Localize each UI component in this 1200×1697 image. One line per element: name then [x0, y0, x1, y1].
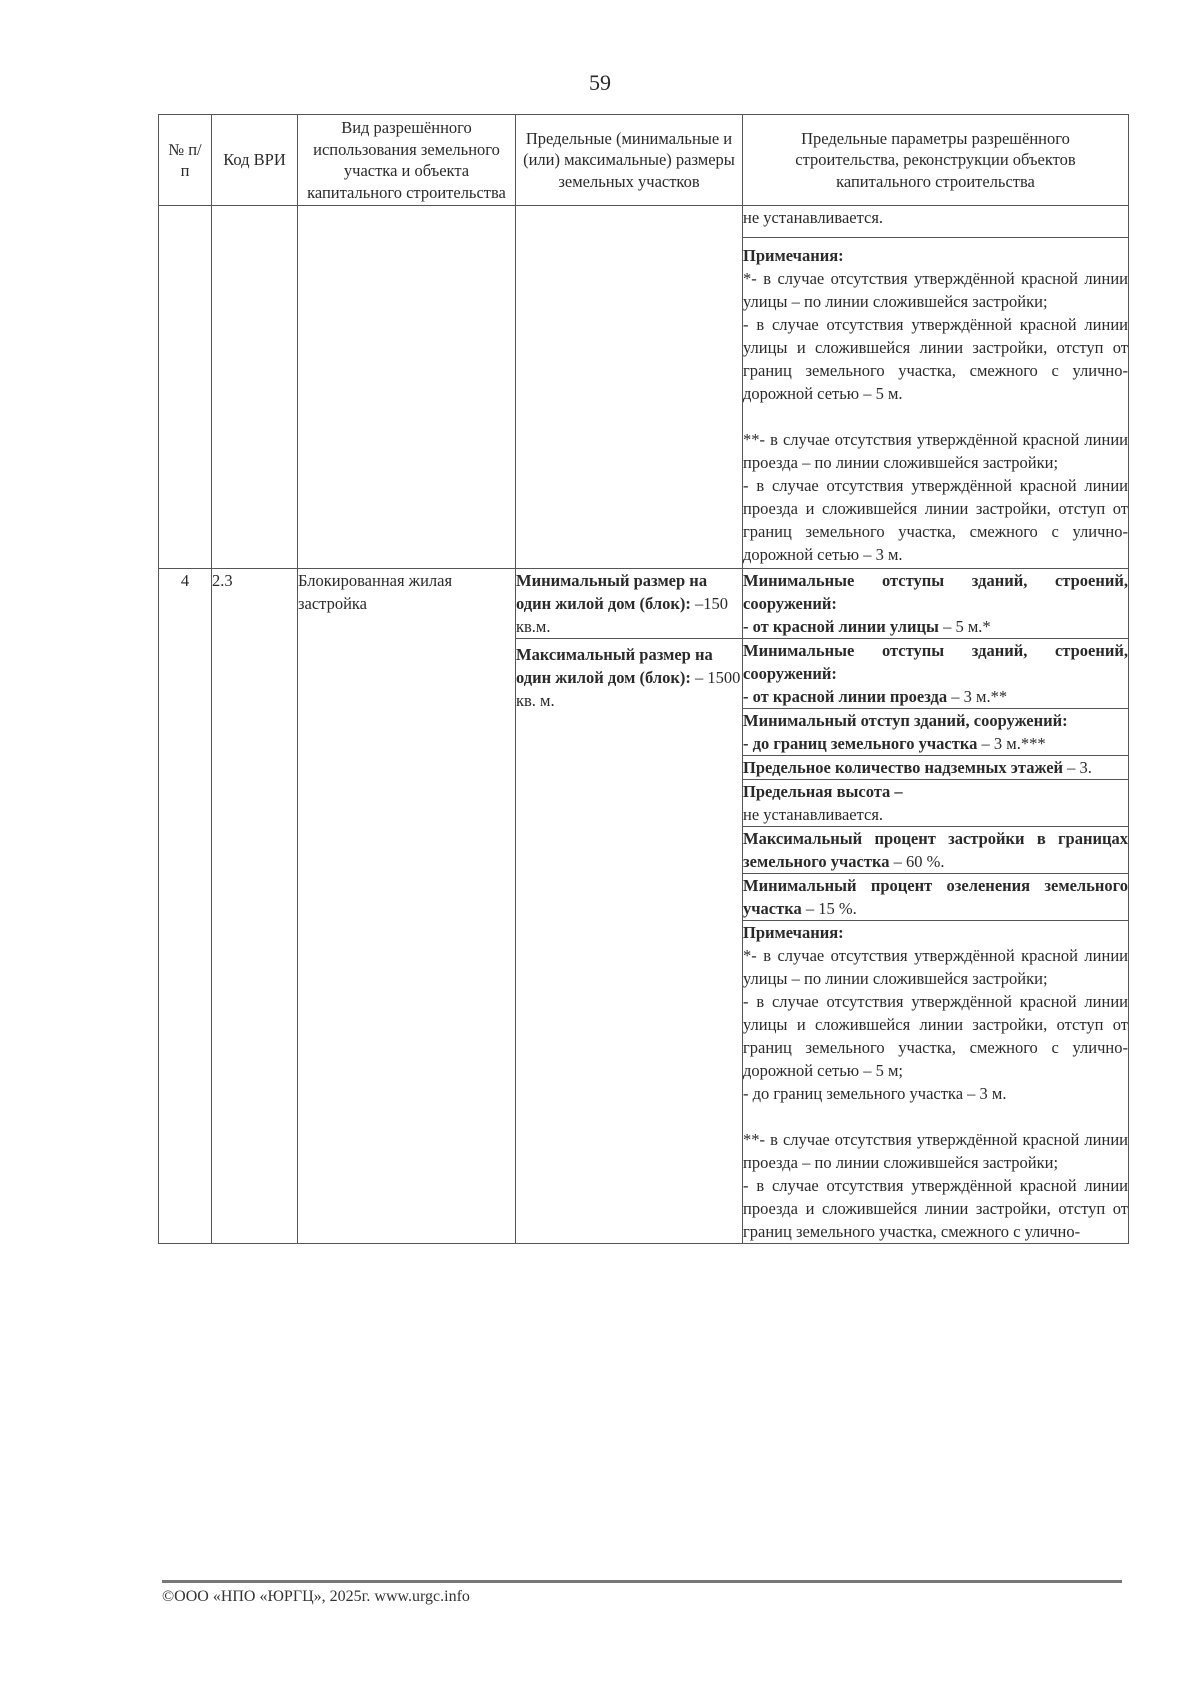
notes-title: Примечания: — [743, 246, 844, 265]
note-text: - в случае отсутствия утверждённой красной линии улицы и сложившейся линии застройки, отступ от границ земельного участка, смежного с улично-дорожной сетью – 5 м; — [743, 992, 1128, 1080]
continued-notes — [743, 238, 1128, 569]
continued-params — [743, 206, 1128, 568]
regulations-table — [158, 114, 1129, 1244]
header-number: № п/п — [159, 115, 212, 206]
header-use-type: Вид разрешённого использования земельного участка и объекта капитального строительства — [298, 115, 516, 206]
table-header-row — [159, 115, 1129, 206]
row-code: 2.3 — [212, 569, 298, 1244]
page-number: 59 — [589, 70, 611, 95]
footer-divider — [162, 1580, 1122, 1583]
note-text: - в случае отсутствия утверждённой красной линии проезда и сложившейся линии застройки, отступ от границ земельного участка, смежного с улично- — [743, 1176, 1128, 1241]
header-parameters: Предельные параметры разрешённого строительства, реконструкции объектов капитального строительства — [743, 115, 1129, 206]
note-text: - в случае отсутствия утверждённой красной линии улицы и сложившейся линии застройки, отступ от границ земельного участка, смежного с улично-дорожной сетью – 5 м. — [743, 315, 1128, 403]
table-row-4 — [159, 569, 1129, 1244]
note-text: **- в случае отсутствия утверждённой красной линии проезда – по линии сложившейся застройки; — [743, 430, 1128, 472]
param-height: Предельная высота – не устанавливается. — [743, 780, 1128, 827]
table-row-continued — [159, 206, 1129, 569]
note-text: *- в случае отсутствия утверждённой красной линии улицы – по линии сложившейся застройки; — [743, 269, 1128, 311]
note-text: - до границ земельного участка – 3 м. — [743, 1084, 1007, 1103]
footer-copyright: ©ООО «НПО «ЮРГЦ», 2025г. www.urgc.info — [162, 1588, 470, 1605]
building-params — [743, 569, 1128, 1243]
plot-size-min: Минимальный размер на один жилой дом (блок): –150 кв.м. — [516, 569, 742, 639]
plot-size-max: Максимальный размер на один жилой дом (блок): – 1500 кв. м. — [516, 645, 741, 710]
param-setback-plot: Минимальный отступ зданий, сооружений: - до границ земельного участка – 3 м.*** — [743, 709, 1128, 756]
plot-sizes — [516, 569, 742, 712]
param-floors: Предельное количество надземных этажей – 3. — [743, 756, 1128, 780]
note-text: *- в случае отсутствия утверждённой красной линии улицы – по линии сложившейся застройки; — [743, 946, 1128, 988]
row-use-type: Блокированная жилая застройка — [298, 569, 516, 1244]
param-setback-street: Минимальные отступы зданий, строений, сооружений: - от красной линии улицы – 5 м.* — [743, 569, 1128, 639]
note-text: - в случае отсутствия утверждённой красной линии проезда и сложившейся линии застройки, отступ от границ земельного участка, смежного с улично-дорожной сетью – 3 м. — [743, 476, 1128, 564]
param-setback-driveway: Минимальные отступы зданий, строений, сооружений: - от красной линии проезда – 3 м.** — [743, 639, 1128, 709]
continued-tail: не устанавливается. — [743, 206, 1128, 238]
header-code: Код ВРИ — [212, 115, 298, 206]
row-number: 4 — [159, 569, 212, 1244]
header-plot-size: Предельные (минимальные и (или) максимальные) размеры земельных участков — [516, 115, 743, 206]
note-text: **- в случае отсутствия утверждённой красной линии проезда – по линии сложившейся застройки; — [743, 1130, 1128, 1172]
param-greening: Минимальный процент озеленения земельного участка – 15 %. — [743, 874, 1128, 921]
row-4-notes — [743, 921, 1128, 1244]
param-coverage: Максимальный процент застройки в границах земельного участка – 60 %. — [743, 827, 1128, 874]
notes-title: Примечания: — [743, 923, 844, 942]
